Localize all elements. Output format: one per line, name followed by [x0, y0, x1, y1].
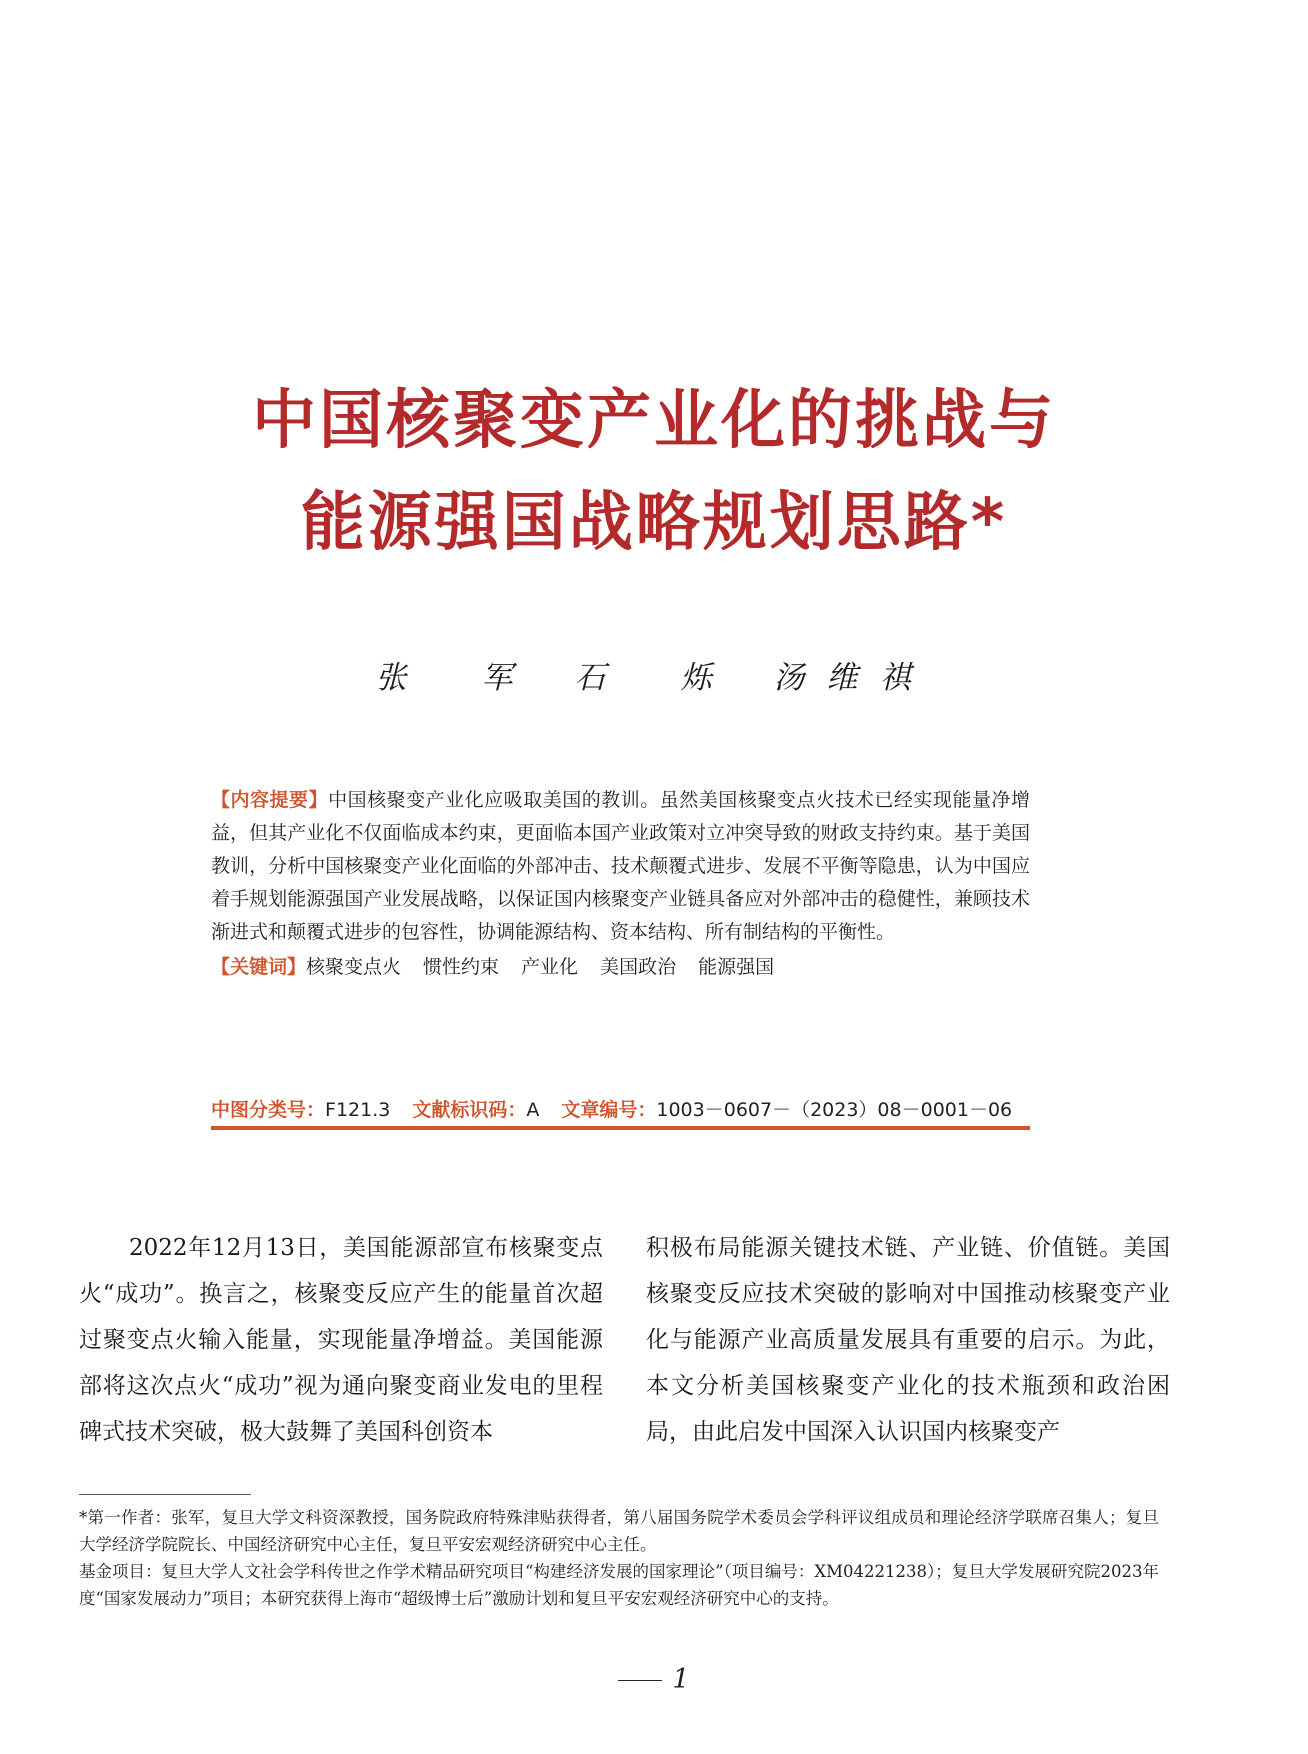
body-column-left	[79, 1225, 603, 1455]
classification-row	[211, 1095, 1030, 1122]
body-column-right	[646, 1225, 1170, 1455]
keywords-label: 【关键词】	[211, 956, 307, 978]
keywords	[211, 951, 1030, 984]
title-line-2: 能源强国战略规划思路*	[300, 486, 1008, 560]
keyword: 美国政治	[600, 956, 677, 978]
article-title	[0, 370, 1308, 574]
author-2: 石 烁	[574, 660, 734, 696]
author-footnote: *第一作者：张军，复旦大学文科资深教授，国务院政府特殊津贴获得者，第八届国务院学术委员会学科评议组成员和理论经济学联席召集人；复旦大学经济学院院长、中国经济研究中心主任，复旦平安宏观经济研究中心主任。	[79, 1508, 1159, 1554]
abstract	[211, 784, 1030, 949]
section-divider	[211, 1126, 1030, 1130]
abstract-label: 【内容提要】	[211, 789, 329, 811]
article-number-value: 1003－0607－（2023）08－0001－06	[656, 1099, 1013, 1121]
footnotes	[79, 1504, 1159, 1612]
title-line-1: 中国核聚变产业化的挑战与	[252, 384, 1056, 458]
page-number-value: 1	[672, 1664, 690, 1695]
body-paragraph-continued: 积极布局能源关键技术链、产业链、价值链。美国核聚变反应技术突破的影响对中国推动核聚变产业化与能源产业高质量发展具有重要的启示。为此，本文分析美国核聚变产业化的技术瓶颈和政治困局，由此启发中国深入认识国内核聚变产	[646, 1235, 1170, 1445]
footnote-divider	[79, 1494, 251, 1495]
body-paragraph: 2022年12月13日，美国能源部宣布核聚变点火“成功”。换言之，核聚变反应产生的能量首次超过聚变点火输入能量，实现能量净增益。美国能源部将这次点火“成功”视为通向聚变商业发电的里程碑式技术突破，极大鼓舞了美国科创资本	[79, 1235, 603, 1445]
clc-value: F121.3	[325, 1099, 391, 1121]
page-number-dash	[618, 1680, 662, 1681]
doc-code	[412, 1099, 539, 1121]
keyword: 产业化	[521, 956, 579, 978]
article-number	[561, 1099, 1012, 1121]
author-3: 汤维祺	[773, 660, 933, 696]
fund-footnote: 基金项目：复旦大学人文社会学科传世之作学术精品研究项目“构建经济发展的国家理论”（项目编号：XM04221238）；复旦大学发展研究院2023年度“国家发展动力”项目；本研究获得上海市“超级博士后”激励计划和复旦平安宏观经济研究中心的支持。	[79, 1562, 1159, 1608]
clc-label: 中图分类号：	[211, 1099, 326, 1121]
keyword: 惯性约束	[423, 956, 500, 978]
keyword: 能源强国	[698, 956, 775, 978]
article-number-label: 文章编号：	[561, 1099, 657, 1121]
abstract-text: 中国核聚变产业化应吸取美国的教训。虽然美国核聚变点火技术已经实现能量净增益，但其产业化不仅面临成本约束，更面临本国产业政策对立冲突导致的财政支持约束。基于美国教训，分析中国核聚变产业化面临的外部冲击、技术颠覆式进步、发展不平衡等隐患，认为中国应着手规划能源强国产业发展战略，以保证国内核聚变产业链具备应对外部冲击的稳健性，兼顾技术渐进式和颠覆式进步的包容性，协调能源结构、资本结构、所有制结构的平衡性。	[211, 789, 1030, 943]
clc-code	[211, 1099, 390, 1121]
page-number	[0, 1664, 1308, 1695]
author-1: 张 军	[375, 660, 535, 696]
doc-label: 文献标识码：	[412, 1099, 527, 1121]
doc-value: A	[526, 1099, 540, 1121]
keyword: 核聚变点火	[306, 956, 402, 978]
author-list	[0, 652, 1308, 697]
abstract-section	[211, 784, 1030, 984]
